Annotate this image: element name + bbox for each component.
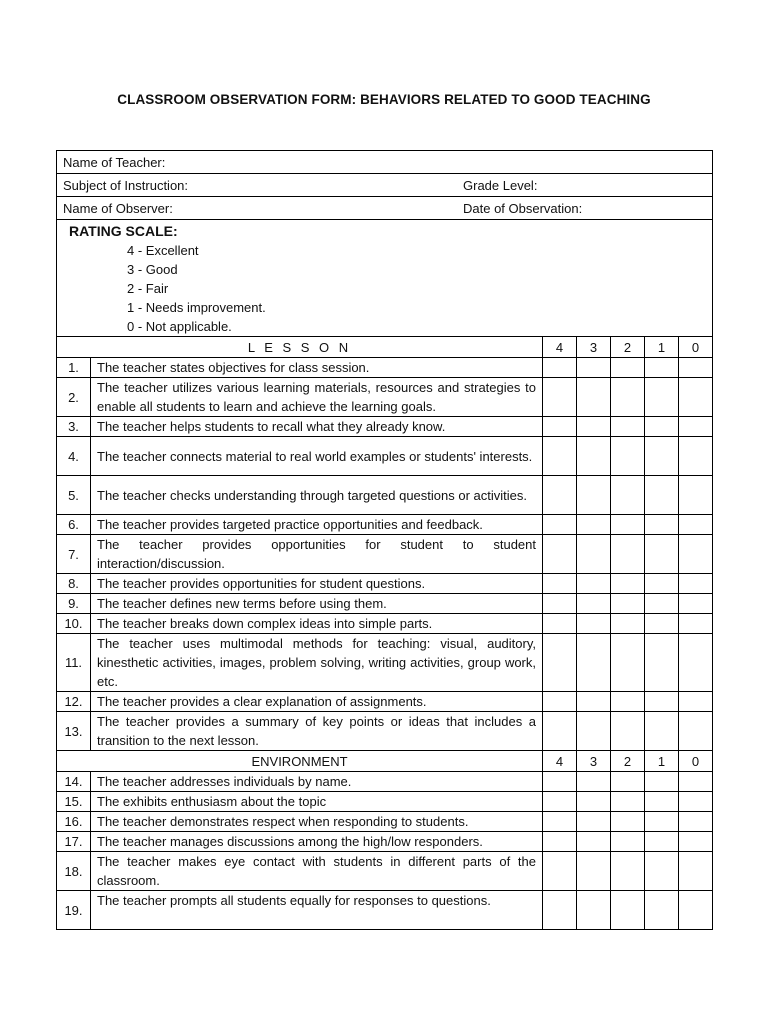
form-title: CLASSROOM OBSERVATION FORM: BEHAVIORS RELATED TO GOOD TEACHING — [117, 92, 651, 107]
behavior-row — [57, 792, 713, 812]
behavior-statement: The teacher prompts all students equally for responses to questions. — [91, 891, 543, 930]
score-cell[interactable] — [577, 476, 611, 515]
behavior-statement: The exhibits enthusiasm about the topic — [91, 792, 543, 812]
score-cell[interactable] — [543, 358, 577, 378]
item-number: 9. — [57, 594, 91, 614]
item-number: 5. — [57, 476, 91, 515]
observer-row — [57, 197, 713, 220]
score-cell[interactable] — [679, 891, 713, 930]
behavior-statement: The teacher provides targeted practice opportunities and feedback. — [91, 515, 543, 535]
behavior-row — [57, 594, 713, 614]
score-cell[interactable] — [679, 574, 713, 594]
rating-scale-row — [57, 220, 713, 337]
score-cell[interactable] — [679, 634, 713, 692]
score-cell[interactable] — [679, 417, 713, 437]
behavior-row — [57, 476, 713, 515]
score-cell[interactable] — [543, 614, 577, 634]
behavior-statement: The teacher provides opportunities for student to student interaction/discussion. — [91, 535, 543, 574]
score-column-header: 2 — [611, 337, 645, 358]
score-cell[interactable] — [577, 852, 611, 891]
item-number: 19. — [57, 891, 91, 930]
rating-level: 0 - Not applicable. — [127, 319, 232, 334]
teacher-name-label: Name of Teacher: — [63, 154, 166, 170]
rating-scale — [57, 220, 713, 337]
score-cell[interactable] — [577, 437, 611, 476]
behavior-row — [57, 574, 713, 594]
score-cell[interactable] — [543, 634, 577, 692]
score-column-header: 3 — [577, 337, 611, 358]
item-number: 12. — [57, 692, 91, 712]
behavior-statement: The teacher defines new terms before using them. — [91, 594, 543, 614]
score-cell[interactable] — [611, 772, 645, 792]
score-cell[interactable] — [543, 692, 577, 712]
observation-date-label: Date of Observation: — [463, 200, 583, 216]
score-cell[interactable] — [543, 852, 577, 891]
section-header-row — [57, 751, 713, 772]
score-cell[interactable] — [645, 358, 679, 378]
behavior-row — [57, 852, 713, 891]
subject-grade-field[interactable] — [57, 174, 713, 197]
score-cell[interactable] — [543, 535, 577, 574]
behavior-statement: The teacher provides a clear explanation of assignments. — [91, 692, 543, 712]
observer-name-label: Name of Observer: — [63, 200, 173, 216]
score-cell[interactable] — [611, 812, 645, 832]
score-cell[interactable] — [543, 712, 577, 751]
score-cell[interactable] — [645, 772, 679, 792]
score-cell[interactable] — [577, 772, 611, 792]
rating-scale-list — [63, 241, 706, 336]
score-cell[interactable] — [543, 437, 577, 476]
item-number: 15. — [57, 792, 91, 812]
behavior-row — [57, 634, 713, 692]
score-cell[interactable] — [611, 832, 645, 852]
score-cell[interactable] — [611, 437, 645, 476]
behavior-statement: The teacher helps students to recall what they already know. — [91, 417, 543, 437]
score-cell[interactable] — [611, 712, 645, 751]
score-cell[interactable] — [611, 574, 645, 594]
score-cell[interactable] — [577, 614, 611, 634]
score-cell[interactable] — [611, 692, 645, 712]
score-cell[interactable] — [645, 852, 679, 891]
behavior-row — [57, 812, 713, 832]
score-cell[interactable] — [679, 812, 713, 832]
score-cell[interactable] — [577, 792, 611, 812]
observer-date-field[interactable] — [57, 197, 713, 220]
behavior-statement: The teacher breaks down complex ideas into simple parts. — [91, 614, 543, 634]
item-number: 4. — [57, 437, 91, 476]
behavior-statement: The teacher uses multimodal methods for teaching: visual, auditory, kinesthetic activities, images, problem solving, writing activities, group work, etc. — [91, 634, 543, 692]
score-cell[interactable] — [577, 832, 611, 852]
score-cell[interactable] — [645, 634, 679, 692]
rating-level: 1 - Needs improvement. — [127, 300, 266, 315]
item-number: 2. — [57, 378, 91, 417]
grade-level-label: Grade Level: — [463, 177, 538, 193]
score-cell[interactable] — [645, 792, 679, 812]
behavior-statement: The teacher states objectives for class session. — [91, 358, 543, 378]
item-number: 11. — [57, 634, 91, 692]
score-column-header: 1 — [645, 751, 679, 772]
score-cell[interactable] — [645, 437, 679, 476]
score-cell[interactable] — [611, 535, 645, 574]
score-cell[interactable] — [611, 417, 645, 437]
behavior-row — [57, 515, 713, 535]
score-cell[interactable] — [679, 772, 713, 792]
item-number: 16. — [57, 812, 91, 832]
behavior-row — [57, 417, 713, 437]
score-cell[interactable] — [611, 515, 645, 535]
item-number: 14. — [57, 772, 91, 792]
score-cell[interactable] — [679, 792, 713, 812]
behavior-row — [57, 378, 713, 417]
observation-table — [56, 150, 713, 930]
score-cell[interactable] — [543, 574, 577, 594]
subject-label: Subject of Instruction: — [63, 177, 189, 193]
score-cell[interactable] — [543, 594, 577, 614]
score-cell[interactable] — [577, 712, 611, 751]
behavior-statement: The teacher provides opportunities for student questions. — [91, 574, 543, 594]
score-column-header: 0 — [679, 337, 713, 358]
score-cell[interactable] — [611, 792, 645, 812]
score-cell[interactable] — [645, 378, 679, 417]
score-cell[interactable] — [645, 417, 679, 437]
score-column-header: 3 — [577, 751, 611, 772]
score-cell[interactable] — [577, 358, 611, 378]
score-cell[interactable] — [577, 594, 611, 614]
score-cell[interactable] — [611, 634, 645, 692]
behavior-row — [57, 772, 713, 792]
item-number: 7. — [57, 535, 91, 574]
score-cell[interactable] — [577, 515, 611, 535]
section-title: ENVIRONMENT — [57, 751, 543, 772]
score-cell[interactable] — [645, 476, 679, 515]
score-cell[interactable] — [645, 832, 679, 852]
score-cell[interactable] — [577, 378, 611, 417]
score-column-header: 2 — [611, 751, 645, 772]
score-column-header: 0 — [679, 751, 713, 772]
item-number: 6. — [57, 515, 91, 535]
behavior-statement: The teacher addresses individuals by name. — [91, 772, 543, 792]
score-cell[interactable] — [679, 832, 713, 852]
item-number: 17. — [57, 832, 91, 852]
score-cell[interactable] — [611, 614, 645, 634]
score-cell[interactable] — [645, 712, 679, 751]
score-cell[interactable] — [577, 634, 611, 692]
behavior-row — [57, 614, 713, 634]
score-cell[interactable] — [577, 812, 611, 832]
score-cell[interactable] — [611, 891, 645, 930]
score-column-header: 4 — [543, 751, 577, 772]
score-cell[interactable] — [543, 832, 577, 852]
score-column-header: 1 — [645, 337, 679, 358]
item-number: 8. — [57, 574, 91, 594]
behavior-row — [57, 712, 713, 751]
score-cell[interactable] — [577, 535, 611, 574]
score-cell[interactable] — [543, 515, 577, 535]
score-column-header: 4 — [543, 337, 577, 358]
score-cell[interactable] — [611, 852, 645, 891]
item-number: 13. — [57, 712, 91, 751]
score-cell[interactable] — [645, 812, 679, 832]
score-cell[interactable] — [577, 891, 611, 930]
score-cell[interactable] — [679, 535, 713, 574]
item-number: 18. — [57, 852, 91, 891]
score-cell[interactable] — [679, 594, 713, 614]
score-cell[interactable] — [645, 574, 679, 594]
score-cell[interactable] — [543, 792, 577, 812]
behavior-row — [57, 832, 713, 852]
score-cell[interactable] — [679, 852, 713, 891]
behavior-row — [57, 358, 713, 378]
teacher-row — [57, 151, 713, 174]
rating-scale-heading: RATING SCALE: — [69, 223, 178, 239]
score-cell[interactable] — [543, 476, 577, 515]
score-cell[interactable] — [645, 891, 679, 930]
score-cell[interactable] — [679, 476, 713, 515]
behavior-row — [57, 692, 713, 712]
rating-level: 3 - Good — [127, 262, 178, 277]
behavior-statement: The teacher provides a summary of key points or ideas that includes a transition to the next lesson. — [91, 712, 543, 751]
score-cell[interactable] — [679, 358, 713, 378]
score-cell[interactable] — [543, 812, 577, 832]
score-cell[interactable] — [645, 614, 679, 634]
score-cell[interactable] — [611, 358, 645, 378]
score-cell[interactable] — [679, 437, 713, 476]
score-cell[interactable] — [679, 614, 713, 634]
score-cell[interactable] — [577, 417, 611, 437]
score-cell[interactable] — [645, 594, 679, 614]
score-cell[interactable] — [543, 891, 577, 930]
score-cell[interactable] — [611, 594, 645, 614]
score-cell[interactable] — [577, 692, 611, 712]
score-cell[interactable] — [645, 515, 679, 535]
section-title: L E S S O N — [57, 337, 543, 358]
score-cell[interactable] — [543, 772, 577, 792]
subject-row — [57, 174, 713, 197]
teacher-name-field[interactable] — [57, 151, 713, 174]
score-cell[interactable] — [645, 692, 679, 712]
item-number: 1. — [57, 358, 91, 378]
behavior-statement: The teacher checks understanding through targeted questions or activities. — [91, 476, 543, 515]
score-cell[interactable] — [611, 476, 645, 515]
score-cell[interactable] — [543, 417, 577, 437]
score-cell[interactable] — [577, 574, 611, 594]
behavior-row — [57, 891, 713, 930]
rating-level: 4 - Excellent — [127, 243, 199, 258]
behavior-statement: The teacher utilizes various learning materials, resources and strategies to enable all students to learn and achieve the learning goals. — [91, 378, 543, 417]
rating-level: 2 - Fair — [127, 281, 169, 296]
score-cell[interactable] — [543, 378, 577, 417]
score-cell[interactable] — [679, 515, 713, 535]
item-number: 3. — [57, 417, 91, 437]
item-number: 10. — [57, 614, 91, 634]
behavior-row — [57, 535, 713, 574]
behavior-statement: The teacher connects material to real world examples or students' interests. — [91, 437, 543, 476]
score-cell[interactable] — [611, 378, 645, 417]
score-cell[interactable] — [679, 712, 713, 751]
score-cell[interactable] — [679, 692, 713, 712]
score-cell[interactable] — [679, 378, 713, 417]
section-header-row — [57, 337, 713, 358]
behavior-statement: The teacher demonstrates respect when responding to students. — [91, 812, 543, 832]
behavior-statement: The teacher manages discussions among the high/low responders. — [91, 832, 543, 852]
behavior-statement: The teacher makes eye contact with students in different parts of the classroom. — [91, 852, 543, 891]
behavior-row — [57, 437, 713, 476]
score-cell[interactable] — [645, 535, 679, 574]
